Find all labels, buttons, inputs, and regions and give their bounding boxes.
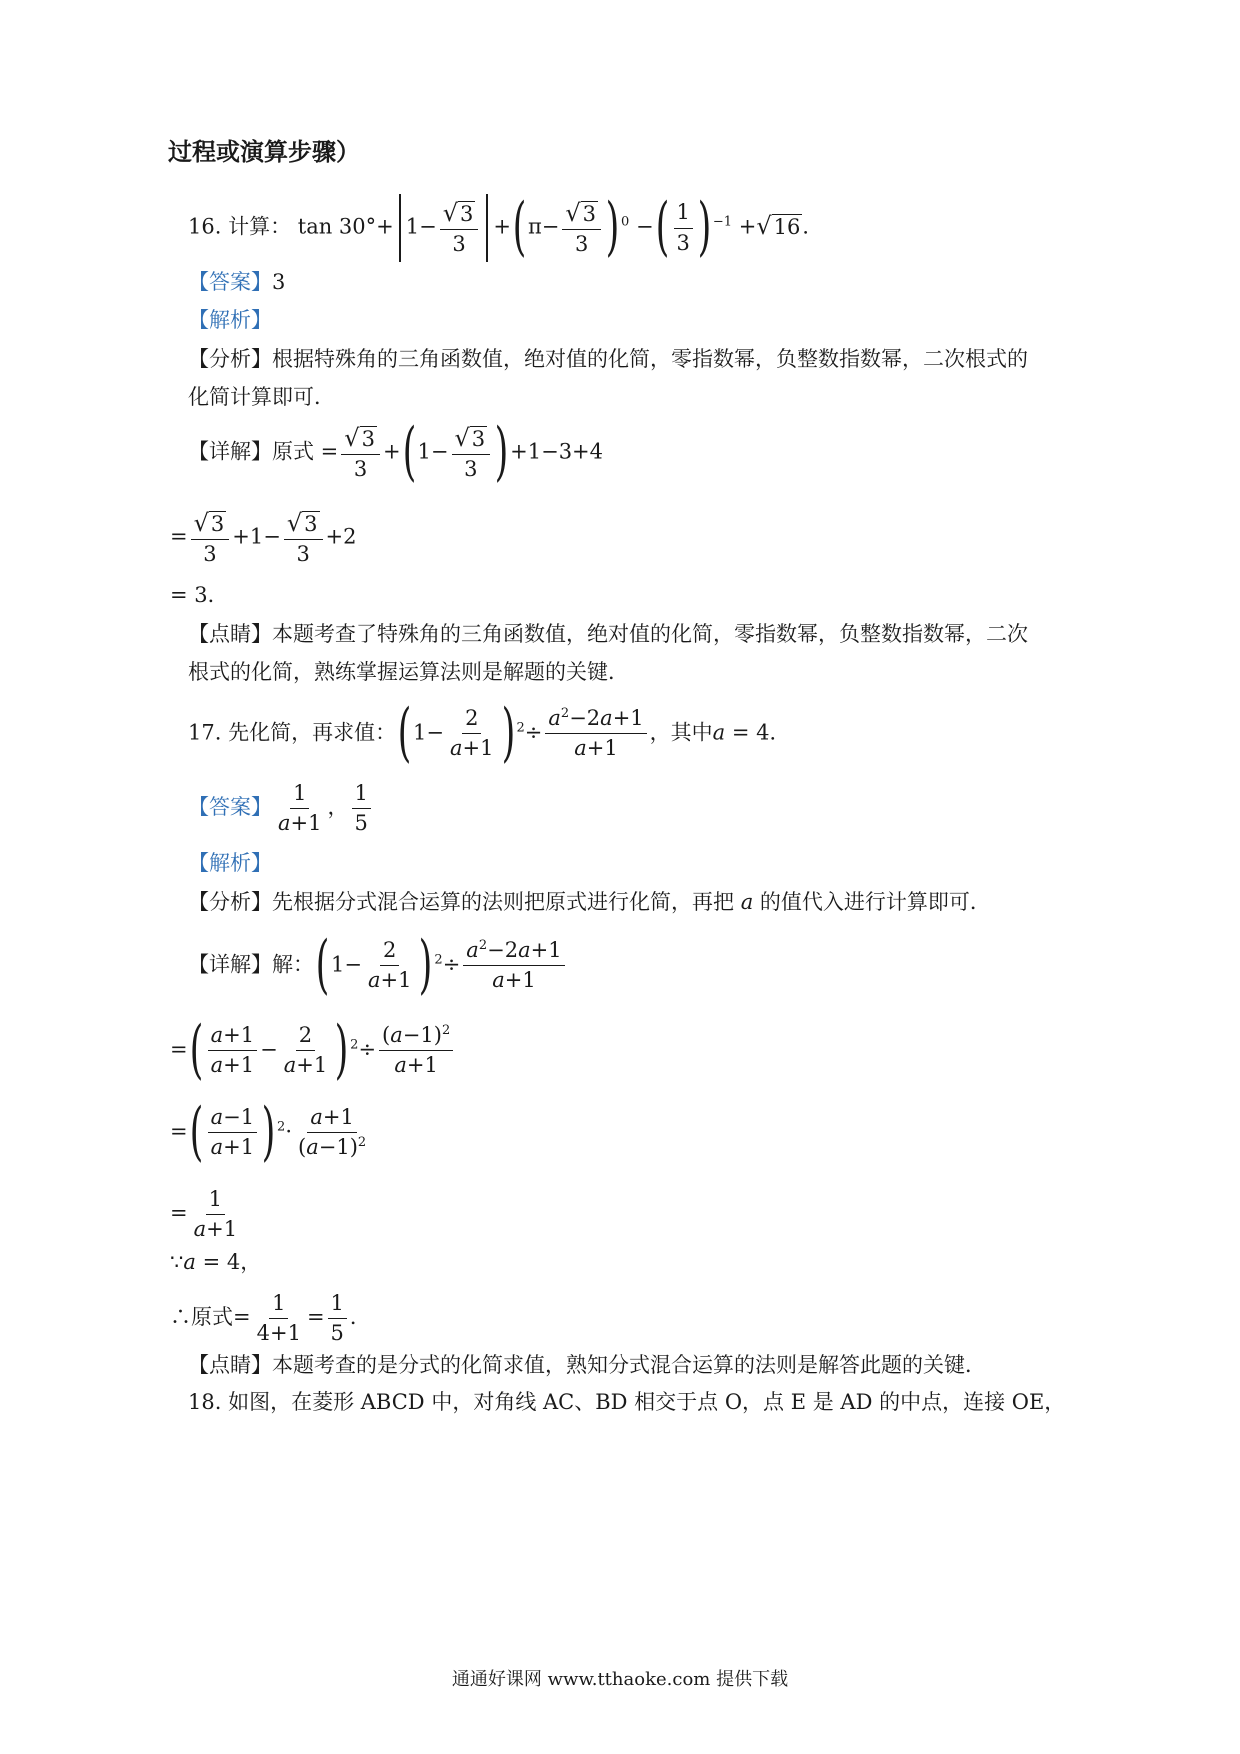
q16-dianjing-cont: 根式的化简，熟练掌握运算法则是解题的关键． xyxy=(188,660,629,684)
q16-dianjing: 【点睛】本题考查了特殊角的三角函数值，绝对值的化简，零指数幂，负整数指数幂，二次 xyxy=(188,622,1028,646)
q17-because: ∵a = 4， xyxy=(170,1250,262,1274)
q17-fenxi: 【分析】先根据分式混合运算的法则把原式进行化简，再把 a 的值代入进行计算即可． xyxy=(188,890,991,914)
q16-xiangjie: 【详解】原式 = $\frac{√3}{3}$ +(1− $\frac{√3}{3}$ )+1−3+4 xyxy=(188,415,604,489)
q16-step2: = $\frac{√3}{3}$ +1− $\frac{√3}{3}$ +2 xyxy=(170,509,357,567)
q16-fenxi-cont: 化简计算即可． xyxy=(188,385,335,409)
q16-fenxi: 【分析】根据特殊角的三角函数值，绝对值的化简，零指数幂，负整数指数幂，二次根式的 xyxy=(188,347,1028,371)
section-heading: 过程或演算步骤） xyxy=(168,138,360,166)
q16-jiexi: 【解析】 xyxy=(188,308,272,332)
q17-dianjing: 【点睛】本题考查的是分式的化简求值，熟知分式混合运算的法则是解答此题的关键． xyxy=(188,1353,986,1377)
q17-step3: =( $\frac{a-1}{a+1}$ ) $^2$· $\frac{a+1}{(a-1)^2}$ xyxy=(170,1095,367,1169)
q17-answer: 【答案】 $\frac{1}{a+1}$ ， $\frac{1}{5}$ xyxy=(188,782,374,835)
q17-jiexi: 【解析】 xyxy=(188,851,272,875)
q16-problem: 16. 计算： tan 30°+ 1− $\frac{√3}{3}$ +(π− $\frac{√3}{3}$ ) $^0$ −( $\frac{1}{3}$ ) $^{-1}$ +√16． xyxy=(188,190,824,265)
q17-therefore: ∴原式= $\frac{1}{4+1}$ = $\frac{1}{5}$ ． xyxy=(170,1291,371,1346)
q16-step3: = 3． xyxy=(170,583,229,607)
q16-prompt: 16. 计算： xyxy=(188,214,292,239)
q17-step2: =( $\frac{a+1}{a+1}$ − $\frac{2}{a+1}$ ) $^2$÷ $\frac{(a-1)^2}{a+1}$ xyxy=(170,1022,456,1080)
q17-problem: 17. 先化简，再求值：(1− $\frac{2}{a+1}$ ) $^2$÷ $\frac{a^2-2a+1}{a+1}$ ，其中a = 4． xyxy=(188,696,791,770)
q17-xiangjie: 【详解】解：(1− $\frac{2}{a+1}$ ) $^2$÷ $\frac{a^2-2a+1}{a+1}$ xyxy=(188,937,568,995)
q18-problem: 18. 如图，在菱形 ABCD 中，对角线 AC、BD 相交于点 O，点 E 是 AD 的中点，连接 OE， xyxy=(188,1390,1066,1414)
page-footer: 通通好课网 www.tthaoke.com 提供下载 xyxy=(451,1669,789,1690)
q16-answer: 【答案】3 xyxy=(188,270,286,294)
q17-step4: = $\frac{1}{a+1}$ xyxy=(170,1187,238,1242)
